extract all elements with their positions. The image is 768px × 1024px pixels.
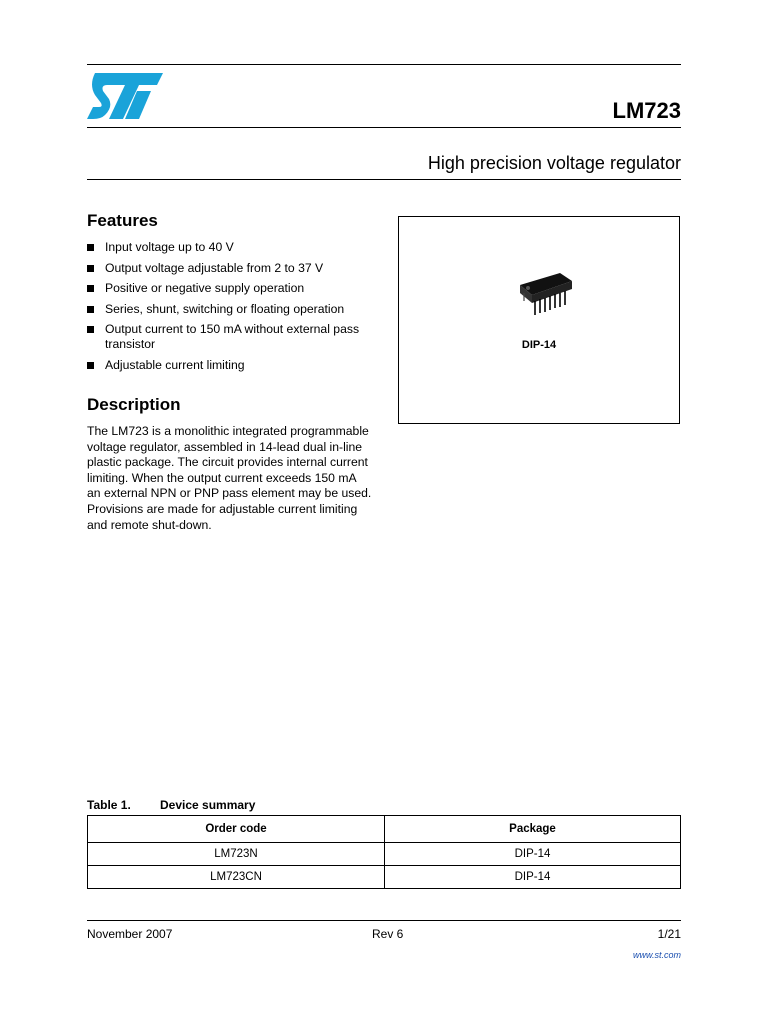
subtitle: High precision voltage regulator bbox=[427, 153, 681, 173]
list-item: Series, shunt, switching or floating operation bbox=[87, 302, 379, 317]
square-bullet-icon bbox=[87, 244, 94, 251]
features-list bbox=[87, 240, 379, 379]
table-title: Device summary bbox=[160, 798, 256, 812]
list-item: Input voltage up to 40 V bbox=[87, 240, 379, 255]
table-cell: LM723N bbox=[88, 843, 385, 866]
list-item: Output voltage adjustable from 2 to 37 V bbox=[87, 261, 379, 276]
column-header-order-code: Order code bbox=[88, 816, 385, 843]
list-item: Adjustable current limiting bbox=[87, 358, 379, 373]
list-item: Positive or negative supply operation bbox=[87, 281, 379, 296]
column-header-package: Package bbox=[385, 816, 681, 843]
table-header-row bbox=[88, 816, 681, 843]
table-row bbox=[88, 866, 681, 889]
table-caption bbox=[87, 798, 256, 812]
package-figure bbox=[398, 216, 680, 424]
square-bullet-icon bbox=[87, 362, 94, 369]
table-cell: DIP-14 bbox=[385, 866, 681, 889]
description-heading: Description bbox=[87, 395, 181, 414]
package-label: DIP-14 bbox=[521, 339, 557, 351]
subtitle-rule bbox=[87, 179, 681, 180]
header-rule bbox=[87, 127, 681, 128]
footer-date: November 2007 bbox=[87, 927, 173, 941]
table-cell: DIP-14 bbox=[385, 843, 681, 866]
square-bullet-icon bbox=[87, 326, 94, 333]
table-row bbox=[88, 843, 681, 866]
footer-page-number: 1/21 bbox=[657, 927, 681, 941]
part-number: LM723 bbox=[612, 98, 681, 123]
dip-14-chip-icon bbox=[516, 267, 576, 327]
table-cell: LM723CN bbox=[88, 866, 385, 889]
features-heading: Features bbox=[87, 211, 158, 230]
square-bullet-icon bbox=[87, 285, 94, 292]
footer-revision: Rev 6 bbox=[372, 927, 404, 941]
footer-rule bbox=[87, 920, 681, 921]
square-bullet-icon bbox=[87, 265, 94, 272]
top-rule bbox=[87, 64, 681, 65]
table-number: Table 1. bbox=[87, 798, 131, 812]
description-text: The LM723 is a monolithic integrated programmable voltage regulator, assembled in 14-lead dual in-line plastic package. The circuit provides internal current limiting. When the output current exceeds 150 mA an external NPN or PNP pass element may be used. Provisions are made for adjustable current limiting and remote shut-down. bbox=[87, 424, 372, 532]
device-summary-table bbox=[87, 815, 681, 889]
footer-url-link[interactable]: www.st.com bbox=[632, 950, 681, 960]
st-logo bbox=[87, 69, 167, 123]
square-bullet-icon bbox=[87, 306, 94, 313]
list-item: Output current to 150 mA without external pass transistor bbox=[87, 322, 379, 352]
